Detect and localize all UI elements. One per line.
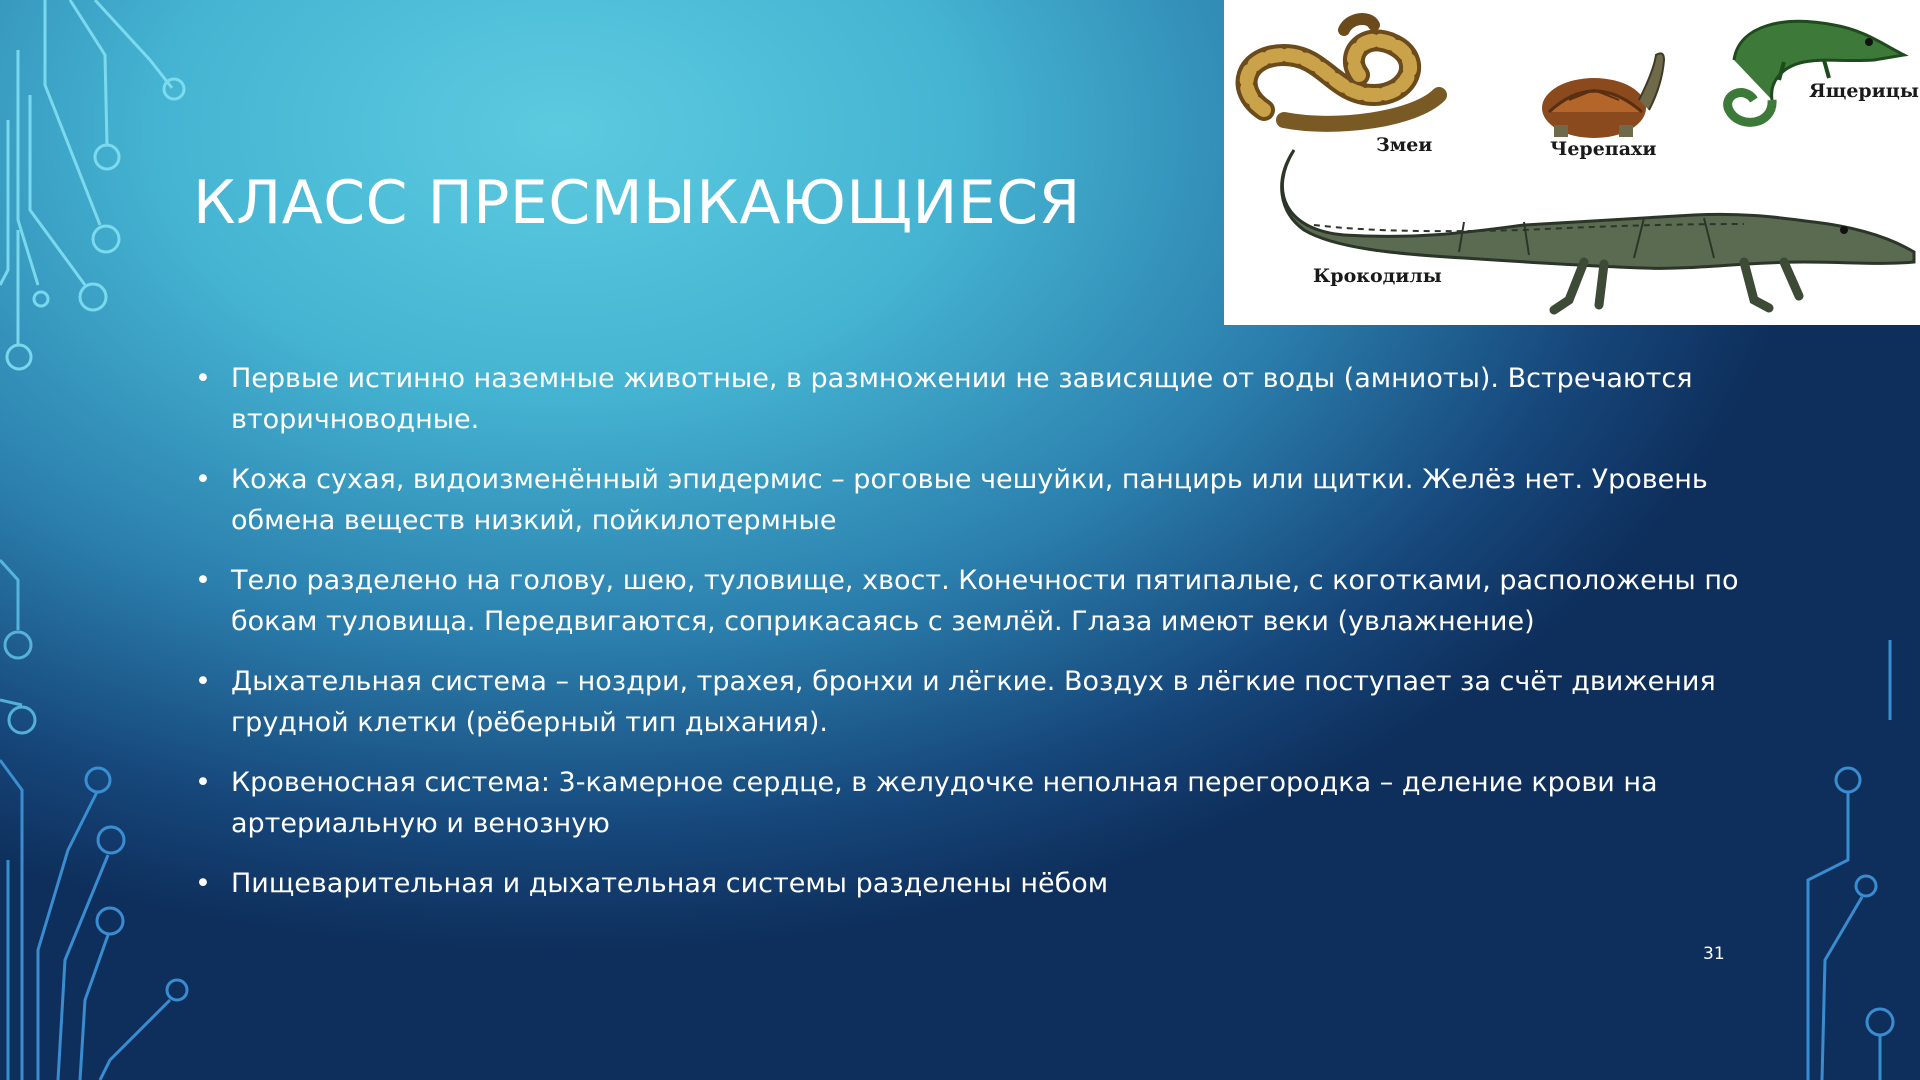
lizard-icon xyxy=(1728,21,1904,122)
bullet-dot: • xyxy=(195,868,211,899)
turtle-icon xyxy=(1542,53,1664,138)
bullet-text: Дыхательная система – ноздри, трахея, бронхи и лёгкие. Воздух в лёгкие поступает за счёт движения грудной клетки (рёберный тип дыхания). xyxy=(231,666,1716,738)
bullet-text: Кожа сухая, видоизменённый эпидермис – роговые чешуйки, панцирь или щитки. Желёз нет. Уровень обмена веществ низкий, пойкилотермные xyxy=(231,464,1708,536)
label-crocodiles: Крокодилы xyxy=(1313,265,1442,287)
bullet-dot: • xyxy=(195,363,211,394)
label-turtles: Черепахи xyxy=(1550,138,1657,160)
snake-icon xyxy=(1247,19,1439,124)
bullet-list xyxy=(193,358,1753,923)
bullet-item xyxy=(193,661,1753,743)
bullet-item xyxy=(193,459,1753,541)
label-lizards: Ящерицы xyxy=(1809,80,1919,102)
bullet-item xyxy=(193,560,1753,642)
bullet-dot: • xyxy=(195,464,211,495)
bullet-item xyxy=(193,863,1753,904)
bullet-dot: • xyxy=(195,767,211,798)
bullet-dot: • xyxy=(195,565,211,596)
label-snakes: Змеи xyxy=(1376,134,1433,156)
bullet-dot: • xyxy=(195,666,211,697)
bullet-item xyxy=(193,358,1753,440)
bullet-text: Кровеносная система: 3-камерное сердце, в желудочке неполная перегородка – деление крови на артериальную и венозную xyxy=(231,767,1658,839)
page-number: 31 xyxy=(1703,944,1725,964)
bullet-item xyxy=(193,762,1753,844)
bullet-text: Тело разделено на голову, шею, туловище, хвост. Конечности пятипалые, с коготками, расположены по бокам туловища. Передвигаются, соприкасаясь с землёй. Глаза имеют веки (увлажнение) xyxy=(231,565,1739,637)
slide-title: КЛАСС ПРЕСМЫКАЮЩИЕСЯ xyxy=(193,168,1081,238)
reptiles-illustration xyxy=(1224,0,1920,325)
bullet-text: Первые истинно наземные животные, в размножении не зависящие от воды (амниоты). Встречаются вторичноводные. xyxy=(231,363,1693,435)
bullet-text: Пищеварительная и дыхательная системы разделены нёбом xyxy=(231,868,1109,899)
